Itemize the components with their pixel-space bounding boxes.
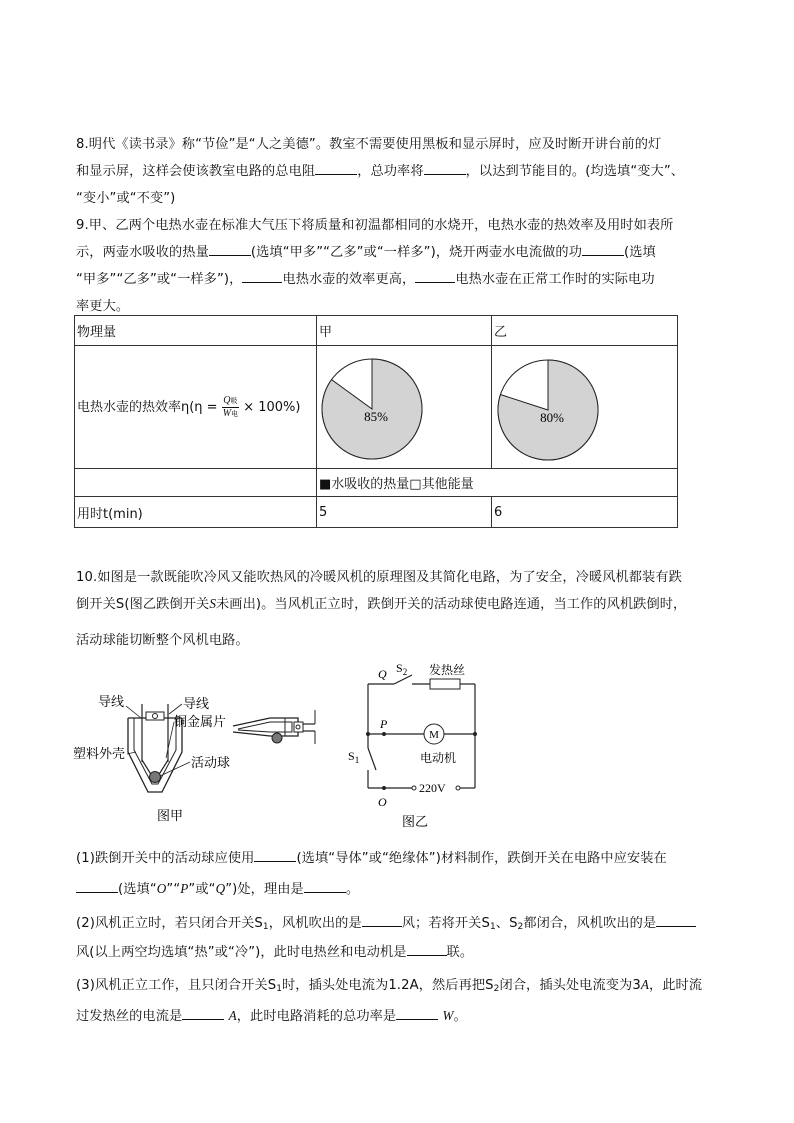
table-legend-empty <box>75 469 317 497</box>
q9-text-d: “甲多”“乙多”或“一样多”)， <box>76 272 243 287</box>
q10-3-sub-a: 1 <box>276 984 283 994</box>
q10-1-text-c2: ”“ <box>166 882 181 897</box>
table-header-jia: 甲 <box>317 316 492 346</box>
q10-3-line1 <box>76 974 702 994</box>
table-header-yi: 乙 <box>492 316 678 346</box>
table-pie-jia-cell <box>317 346 492 469</box>
table-pie-yi-cell <box>492 346 678 469</box>
q10-2-sub-c: 1 <box>489 922 496 932</box>
q10-line1: 10.如图是一款既能吹冷风又能吹热风的冷暖风机的原理图及其简化电路，为了安全，冷暖风机都装有跌 <box>76 570 682 585</box>
label-s1-letter: S <box>348 749 355 763</box>
q10-2-sub-a: 1 <box>262 922 269 932</box>
leader-ball <box>160 762 190 776</box>
q10-1-text-c3: ”或“ <box>188 882 216 897</box>
q10-2-blank-2[interactable] <box>656 913 696 927</box>
q10-1-text-c4: ”)处，理由是 <box>225 882 304 897</box>
label-copper: 铜金属片 <box>174 715 227 730</box>
label-p: P <box>380 717 388 731</box>
q10-1-text-a: (1)跌倒开关中的活动球应使用 <box>76 851 255 866</box>
q9-blank-3[interactable] <box>242 269 282 283</box>
label-s1-sub: 1 <box>354 755 360 765</box>
q10-3-blank-1[interactable] <box>182 1006 224 1020</box>
terminal-right <box>456 786 460 790</box>
q9-line3 <box>76 268 655 287</box>
label-wire-right: 导线 <box>183 697 210 712</box>
q9-blank-4[interactable] <box>415 269 455 283</box>
q10-1-text-c: (选填“ <box>118 882 157 897</box>
label-s1 <box>348 749 359 765</box>
q10-1-blank-3[interactable] <box>304 879 346 893</box>
q8-line2 <box>76 160 684 179</box>
q10-1-text-b: (选填“导体”或“绝缘体”)材料制作，跌倒开关在电路中应安装在 <box>296 851 667 866</box>
efficiency-suffix: × 100%) <box>239 399 301 415</box>
q9-text-b: (选填“甲多”“乙多”或“一样多”)，烧开两壶水电流做的功 <box>250 245 582 260</box>
q8-blank-2[interactable] <box>424 161 466 175</box>
q10-3-text-a: (3)风机正立工作，且只闭合开关S <box>76 978 277 993</box>
figure-jia <box>70 680 340 830</box>
node-right <box>473 732 477 736</box>
q10-2-text-b: ，风机吹出的是 <box>268 916 362 931</box>
q10-1-blank-2[interactable] <box>76 879 118 893</box>
q10-3-text-e: 过发热丝的电流是 <box>76 1009 183 1024</box>
frac-den-sub: 电 <box>231 409 239 418</box>
frac-num: Q <box>223 394 231 406</box>
q9-blank-2[interactable] <box>582 242 624 256</box>
frac-num-sub: 吸 <box>230 396 238 405</box>
q10-1-o: O <box>156 881 167 896</box>
efficiency-label-text: 电热水壶的热效率η(η = <box>77 399 222 415</box>
table-efficiency-label <box>75 346 317 469</box>
q10-2-blank-3[interactable] <box>407 942 447 956</box>
q10-3-current-value: 3 <box>632 978 641 993</box>
q10-3-line2 <box>76 1005 467 1024</box>
label-shell: 塑料外壳 <box>73 747 126 762</box>
node-p <box>382 732 386 736</box>
q10-1-q: Q <box>215 881 226 896</box>
q10-2-text-d: 、S <box>495 916 518 931</box>
label-motor-m: M <box>429 729 439 741</box>
q10-3-current-unit: A <box>640 977 649 992</box>
table-time-yi: 6 <box>492 497 678 528</box>
q10-2-text-a: (2)风机正立时，若只闭合开关S <box>76 916 263 931</box>
table-time-jia: 5 <box>317 497 492 528</box>
efficiency-table <box>74 315 678 528</box>
switch-s1[interactable] <box>368 748 376 770</box>
leader-wire-left <box>126 706 141 718</box>
pie-yi-label: 80% <box>540 410 564 425</box>
q10-2-blank-1[interactable] <box>362 913 402 927</box>
q10-line2 <box>76 593 686 612</box>
frac-den: W <box>222 407 232 419</box>
q10-2-text-f: 风(以上两空均选填“热”或“冷”)，此时电热丝和电动机是 <box>76 945 407 960</box>
q10-2-line2 <box>76 941 473 960</box>
pie-chart-yi <box>492 346 673 464</box>
heater-resistor <box>430 679 460 689</box>
q8-line1: 8.明代《读书录》称“节俭”是“人之美德”。教室不需要使用黑板和显示屏时，应及时断开讲台前的灯 <box>76 137 662 152</box>
q10-1-blank-1[interactable] <box>254 848 296 862</box>
q10-1-line1 <box>76 847 667 866</box>
caption-jia: 图甲 <box>157 809 184 824</box>
node-o <box>382 786 386 790</box>
terminal-left <box>412 786 416 790</box>
caption-yi: 图乙 <box>402 815 429 830</box>
active-ball-right <box>272 733 282 743</box>
label-s2-sub: 2 <box>402 667 408 677</box>
q10-3-sub-b: 2 <box>493 984 500 994</box>
q10-text-s: S <box>209 596 217 611</box>
active-ball-left <box>150 772 161 783</box>
label-motor: 电动机 <box>420 751 457 765</box>
q10-line3: 活动球能切断整个风机电路。 <box>76 633 249 648</box>
table-legend: ■水吸收的热量□其他能量 <box>317 469 678 497</box>
leader-wire-right <box>169 704 182 714</box>
table-time-label: 用时t(min) <box>75 497 317 528</box>
label-s2-letter: S <box>396 661 403 675</box>
label-ball: 活动球 <box>191 756 231 771</box>
q10-3-blank-2[interactable] <box>396 1006 438 1020</box>
q8-text-b: ，总功率将 <box>357 164 424 179</box>
label-q: Q <box>378 667 387 681</box>
q10-text-a: 倒开关S(图乙跌倒开关 <box>76 597 210 612</box>
q10-1-p: P <box>180 881 189 896</box>
figure-yi-circuit <box>340 660 500 835</box>
q9-text-c: (选填 <box>624 245 656 260</box>
label-heater: 发热丝 <box>429 663 466 677</box>
table-header-quantity: 物理量 <box>75 316 317 346</box>
q10-3-text-f: ，此时电路消耗的总功率是 <box>236 1009 397 1024</box>
q10-2-text-c: 风；若将开关S <box>401 916 490 931</box>
q10-2-text-g: 联。 <box>446 945 474 960</box>
q10-3-text-c: 闭合，插头处电流变为 <box>499 978 633 993</box>
q10-1-line2 <box>76 878 359 897</box>
q10-2-line1 <box>76 912 696 932</box>
label-wire-left: 导线 <box>98 695 125 710</box>
q9-blank-1[interactable] <box>209 242 251 256</box>
leader-copper <box>166 722 174 758</box>
q9-line1: 9.甲、乙两个电热水壶在标准大气压下将质量和初温都相同的水烧开，电热水壶的热效率及用时如表所 <box>76 218 674 233</box>
efficiency-fraction <box>222 395 239 420</box>
q9-text-a: 示，两壶水吸收的热量 <box>76 245 209 260</box>
q9-line4: 率更大。 <box>76 299 130 314</box>
q10-3-unit-w: W <box>442 1008 454 1023</box>
label-s2 <box>396 661 407 677</box>
q10-3-unit-a: A <box>228 1008 237 1023</box>
q9-line2 <box>76 241 656 260</box>
q10-2-sub-d: 2 <box>517 922 524 932</box>
q10-2-text-e: 都闭合，风机吹出的是 <box>523 916 657 931</box>
label-voltage: 220V <box>419 781 446 795</box>
q10-text-c: 未画出)。当风机正立时，跌倒开关的活动球使电路连通，当工作的风机跌倒时， <box>216 597 687 612</box>
q8-text-c: ，以达到节能目的。(均选填“变大”、 <box>465 164 685 179</box>
q9-text-f: 电热水壶在正常工作时的实际电功 <box>455 272 655 287</box>
q10-3-text-d: ，此时流 <box>648 978 703 993</box>
q8-blank-1[interactable] <box>315 161 357 175</box>
pie-chart-jia <box>317 346 487 464</box>
q8-text-a: 和显示屏，这样会使该教室电路的总电阻 <box>76 164 316 179</box>
q10-3-text-g: 。 <box>453 1009 467 1024</box>
q10-3-text-b: 时，插头处电流为1.2A，然后再把S <box>282 978 494 993</box>
label-o: O <box>378 795 387 809</box>
q9-text-e: 电热水壶的效率更高， <box>282 272 416 287</box>
q8-line3: “变小”或“不变”) <box>76 191 176 206</box>
pie-jia-label: 85% <box>364 409 388 424</box>
q10-1-text-c5: 。 <box>345 882 360 897</box>
